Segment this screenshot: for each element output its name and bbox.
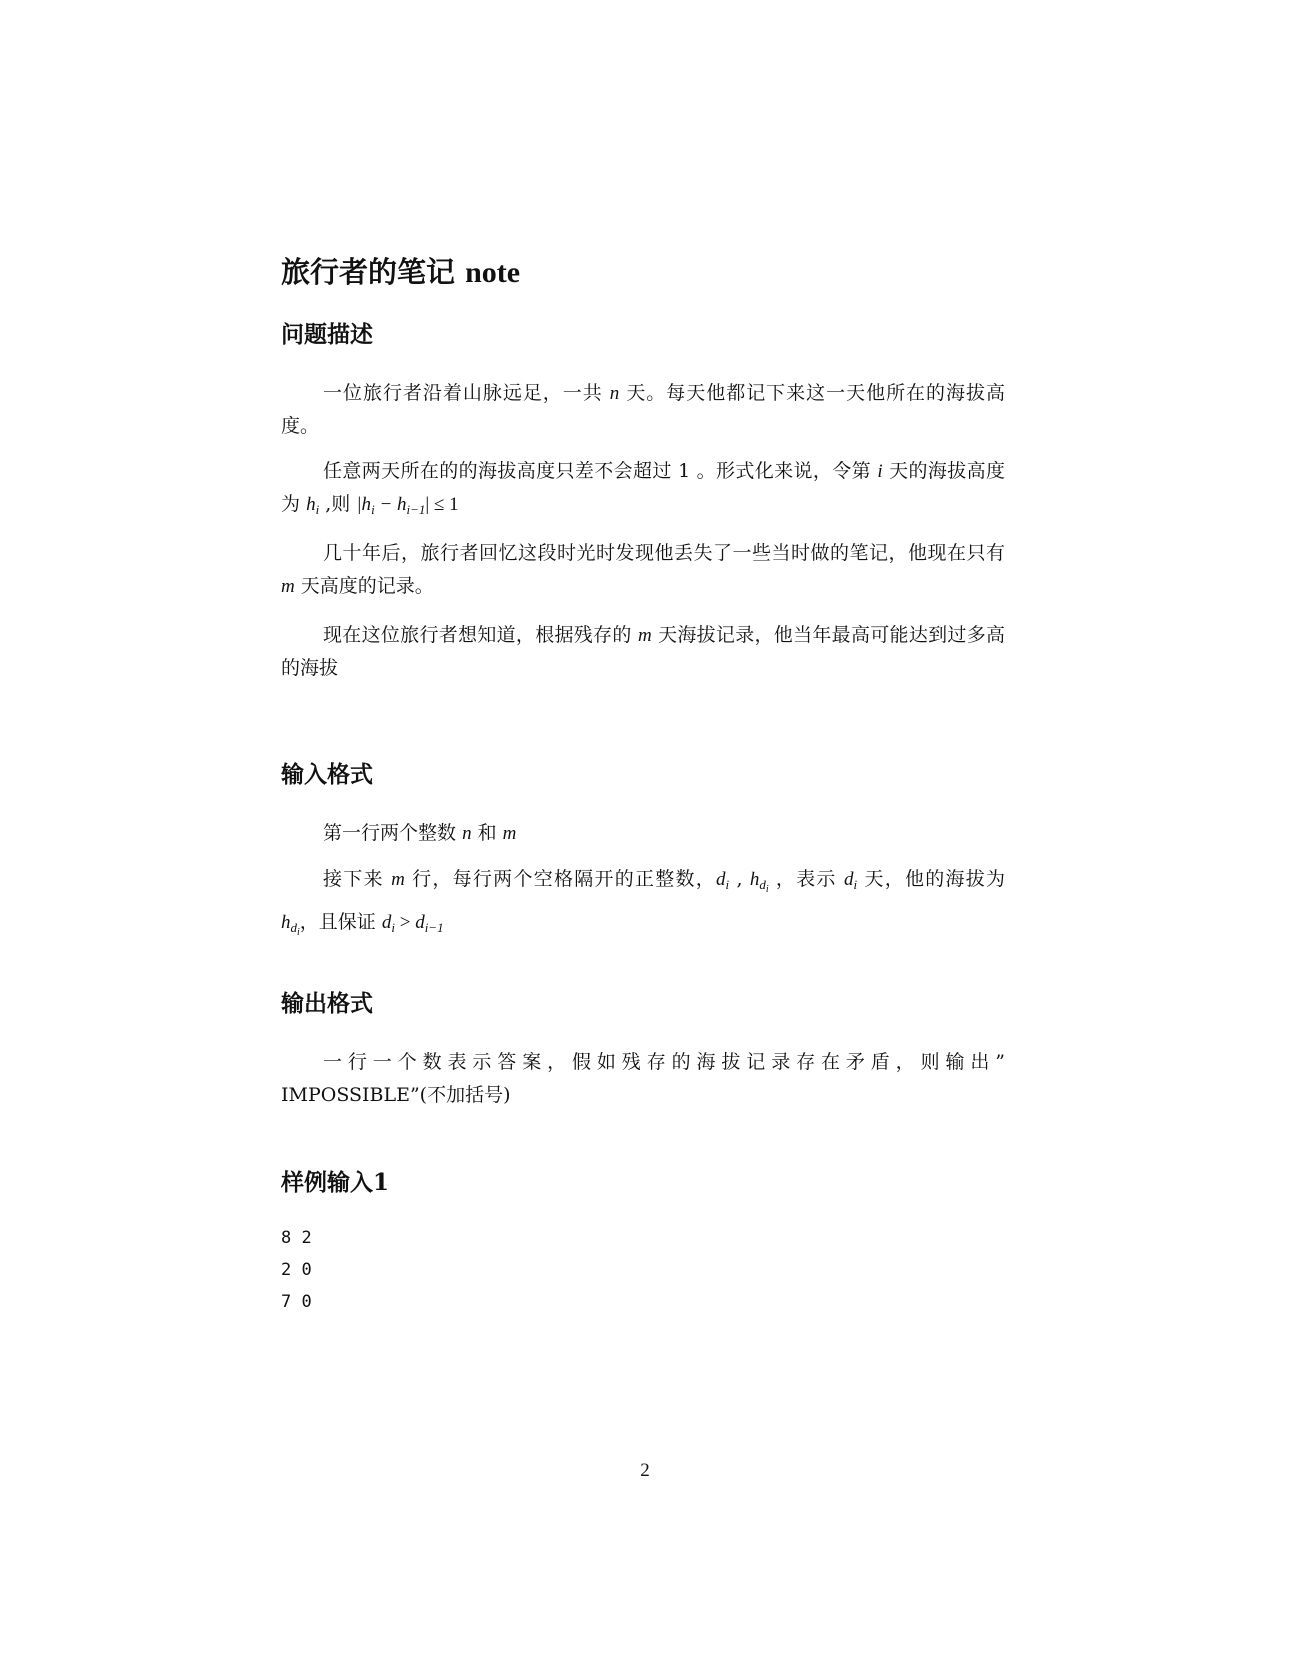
title-chinese: 旅行者的笔记 [281, 255, 456, 289]
description-paragraph-1: 一位旅行者沿着山脉远足，一共 n 天。每天他都记下来这一天他所在的海拔高度。 [281, 382, 1005, 437]
sample-input-line-3: 7 0 [281, 1292, 312, 1312]
description-paragraph-3: 几十年后，旅行者回忆这段时光时发现他丢失了一些当时做的笔记，他现在只有 m 天高度的记录。 [281, 542, 1005, 597]
height-difference-formula: $|h_i - h_{i-1}| \le 1$ [356, 494, 459, 517]
sample-input-line-2: 2 0 [281, 1260, 312, 1280]
heading-output-format: 输出格式 [281, 990, 373, 1017]
sample-input-line-1: 8 2 [281, 1228, 312, 1248]
title-english: note [465, 256, 521, 289]
document-title [281, 252, 1005, 296]
description-paragraph-2: 任意两天所在的的海拔高度只差不会超过 1 。形式化来说，令第 i 天的海拔高度为 $h_i$ ,则 $|h_i - h_{i-1}| \le 1$ [281, 460, 1005, 517]
heading-sample-input: 样例输入1 [281, 1169, 390, 1196]
output-paragraph-1: 一行一个数表示答案，假如残存的海拔记录存在矛盾，则输出” IMPOSSIBLE”(不加括号) [281, 1051, 1005, 1106]
document-content [281, 252, 1005, 1312]
heading-input-format: 输入格式 [281, 761, 373, 788]
page-number: 2 [640, 1460, 650, 1481]
input-paragraph-2: 接下来 m 行，每行两个空格隔开的正整数，$d_i$ , $h_{d_i}$ ，表示 $d_i$ 天，他的海拔为 $h_{d_i}$，且保证 $d_i > d_{i-1}$ [281, 868, 1005, 938]
input-paragraph-1: 第一行两个整数 n 和 m [323, 822, 517, 844]
heading-description: 问题描述 [281, 321, 373, 348]
description-paragraph-4: 现在这位旅行者想知道，根据残存的 m 天海拔记录，他当年最高可能达到过多高的海拔 [281, 624, 1005, 679]
